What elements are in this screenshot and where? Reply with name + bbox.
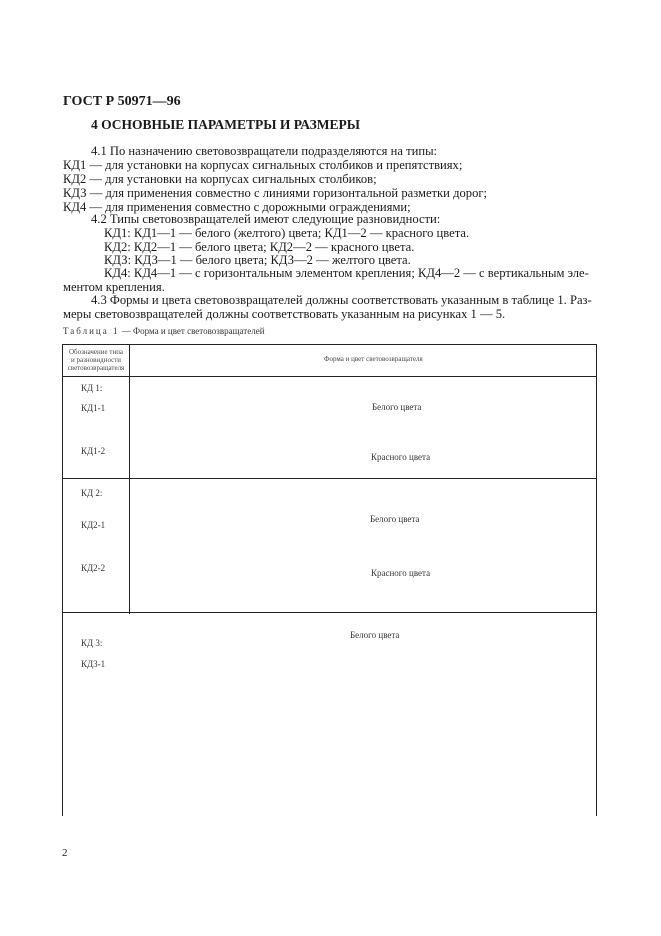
table-caption-title: — Форма и цвет световозвращателей [119,326,265,336]
table [62,344,597,816]
paragraph-line: КД2: КД2—1 — белого цвета; КД2—2 — красного цвета. [104,240,415,254]
table-caption [63,326,265,336]
table-row-rule [62,612,597,613]
paragraph-line: 4.2 Типы световозвращателей имеют следующие разновидности: [91,212,441,226]
paragraph-line: КДЗ — для применения совместно с линиями горизонтальной разметки дорог; [63,186,488,200]
variant-label: КД2-1 [81,520,106,530]
paragraph-line: КД4 — для применения совместно с дорожными ограждениями; [63,200,411,214]
paragraph-line: КД4: КД4—1 — с горизонтальным элементом крепления; КД4—2 — с вертикальным эле- [104,266,589,280]
type-label: КД 1: [81,383,103,393]
col1-header-line: и разновидности [70,356,122,364]
type-label: КД 3: [81,638,103,648]
variant-label: КД3-1 [81,659,106,669]
table-border-left [62,344,63,816]
table-border-top [62,344,597,345]
variant-label: КД2-2 [81,563,106,573]
table-column-divider [129,344,130,614]
col1-header-line: световозвращателя [67,364,125,372]
paragraph-line: 4.1 По назначению световозвращатели подразделяются на типы: [91,144,438,158]
paragraph-line: КД1 — для установки на корпусах сигнальных столбиков и препятствиях; [63,158,463,172]
paragraph-line: 4.3 Формы и цвета световозвращателей должны соответствовать указанным в таблице 1. Раз- [91,293,592,307]
paragraph-line: КД2 — для установки на корпусах сигнальных столбиков; [63,172,377,186]
col2-header: Форма и цвет световозвращателя [324,355,423,363]
color-label: Белого цвета [350,630,400,640]
table-border-right [596,344,597,816]
page-number: 2 [62,847,68,859]
variant-label: КД1-1 [81,403,106,413]
paragraph-line: ментом крепления. [63,280,165,294]
table-row-rule [62,478,597,479]
variant-label: КД1-2 [81,446,106,456]
paragraph-line: меры световозвращателей должны соответствовать указанным на рисунках 1 — 5. [63,307,506,321]
color-label: Красного цвета [371,452,431,462]
section-title: 4 ОСНОВНЫЕ ПАРАМЕТРЫ И РАЗМЕРЫ [91,117,361,132]
col1-header [64,348,128,372]
type-label: КД 2: [81,488,103,498]
paragraph-line: КД1: КД1—1 — белого (желтого) цвета; КД1—2 — красного цвета. [104,226,470,240]
table-header-rule [62,376,597,377]
table-caption-label: Таблица 1 [63,326,120,336]
col1-header-line: Обозначение типа [68,348,124,356]
color-label: Белого цвета [370,514,420,524]
color-label: Белого цвета [372,402,422,412]
standard-code: ГОСТ Р 50971—96 [63,94,181,109]
color-label: Красного цвета [371,568,431,578]
paragraph-line: КДЗ: КДЗ—1 — белого цвета; КДЗ—2 — желтого цвета. [104,253,411,267]
